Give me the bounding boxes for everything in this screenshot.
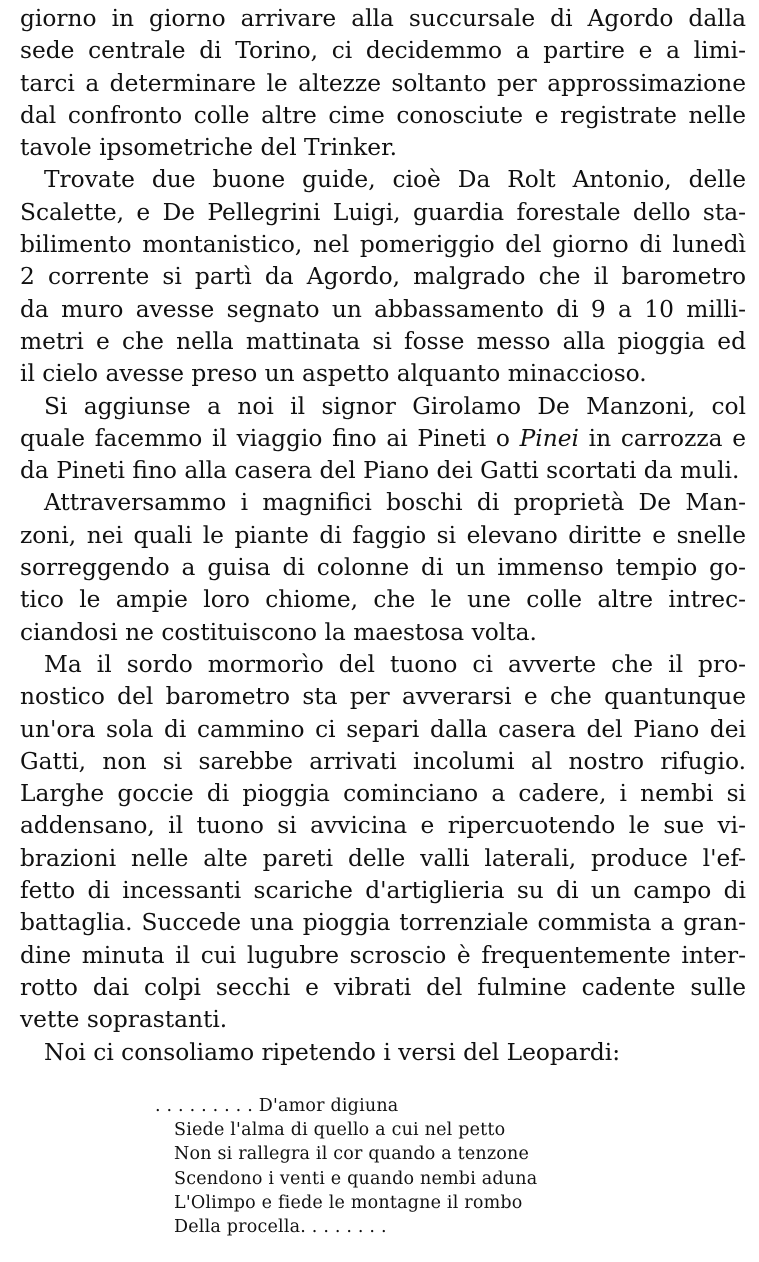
poem-verse: L'Olimpo e fiede le montagne il rombo	[174, 1192, 523, 1213]
text-line: Scalette, e De Pellegrini Luigi, guardia forestale dello sta-	[20, 198, 746, 226]
text-line: dal confronto colle altre cime conosciute e registrate nelle	[20, 101, 746, 129]
text-line: un'ora sola di cammino ci separi dalla casera del Piano dei	[20, 715, 746, 743]
text-line: vette soprastanti.	[20, 1006, 228, 1034]
text-line: sorreggendo a guisa di colonne di un immenso tempio go-	[20, 554, 746, 582]
text-line: Attraversammo i magnifici boschi di proprietà De Man-	[44, 489, 746, 517]
text-line: brazioni nelle alte pareti delle valli laterali, produce l'ef-	[20, 844, 746, 872]
text-line: da Pineti fino alla casera del Piano dei Gatti scortati da muli.	[20, 457, 740, 485]
text-line: sede centrale di Torino, ci decidemmo a partire e a limi-	[20, 37, 746, 65]
text-line: tico le ampie loro chiome, che le une colle altre intrec-	[20, 586, 746, 614]
text-line: giorno in giorno arrivare alla succursale di Agordo dalla	[20, 5, 746, 32]
text-segment: quale facemmo il viaggio fino ai Pineti o	[20, 424, 520, 452]
text-line: zoni, nei quali le piante di faggio si elevano diritte e snelle	[20, 521, 746, 549]
text-line: addensano, il tuono si avvicina e ripercuotendo le sue vi-	[20, 812, 746, 840]
italic-word: Pinei	[519, 424, 579, 452]
text-line: ciandosi ne costituiscono la maestosa volta.	[20, 618, 537, 646]
poem-verse: Della procella. . . . . . . .	[174, 1217, 387, 1238]
text-line: nostico del barometro sta per avverarsi e che quantunque	[20, 683, 746, 711]
poem-verse: Scendono i venti e quando nembi aduna	[174, 1168, 538, 1189]
text-line: metri e che nella mattinata si fosse messo alla pioggia ed	[20, 327, 746, 355]
poem-verse: Non si rallegra il cor quando a tenzone	[174, 1144, 530, 1165]
prose-body	[20, 3, 746, 1069]
text-line: battaglia. Succede una pioggia torrenziale commista a gran-	[20, 909, 746, 937]
text-line: bilimento montanistico, nel pomeriggio del giorno di lunedì	[20, 231, 746, 259]
text-line: tarci a determinare le altezze soltanto per approssimazione	[20, 69, 746, 97]
poem-verse: . . . . . . . . . D'amor digiuna	[155, 1096, 399, 1116]
poem-verse: Siede l'alma di quello a cui nel petto	[174, 1120, 506, 1141]
text-line: rotto dai colpi secchi e vibrati del fulmine cadente sulle	[20, 973, 746, 1001]
text-line: fetto di incessanti scariche d'artiglieria su di un campo di	[20, 877, 746, 905]
text-line: Gatti, non si sarebbe arrivati incolumi al nostro rifugio.	[20, 747, 746, 775]
text-line: Si aggiunse a noi il signor Girolamo De Manzoni, col	[44, 392, 746, 420]
text-line: Noi ci consoliamo ripetendo i versi del Leopardi:	[44, 1038, 621, 1066]
text-line: il cielo avesse preso un aspetto alquanto minaccioso.	[20, 360, 647, 388]
text-line: 2 corrente si partì da Agordo, malgrado che il barometro	[20, 263, 746, 291]
text-line: dine minuta il cui lugubre scroscio è frequentemente inter-	[20, 941, 746, 969]
poem-quote	[155, 1094, 537, 1239]
text-line: Larghe goccie di pioggia cominciano a cadere, i nembi si	[20, 780, 746, 808]
text-line: Trovate due buone guide, cioè Da Rolt Antonio, delle	[44, 166, 746, 194]
text-line-with-italic	[20, 423, 746, 455]
text-line: Ma il sordo mormorìo del tuono ci avverte che il pro-	[44, 650, 746, 678]
text-line: da muro avesse segnato un abbassamento di 9 a 10 milli-	[20, 295, 746, 323]
text-line: tavole ipsometriche del Trinker.	[20, 134, 398, 162]
text-segment: in carrozza e	[578, 424, 746, 452]
